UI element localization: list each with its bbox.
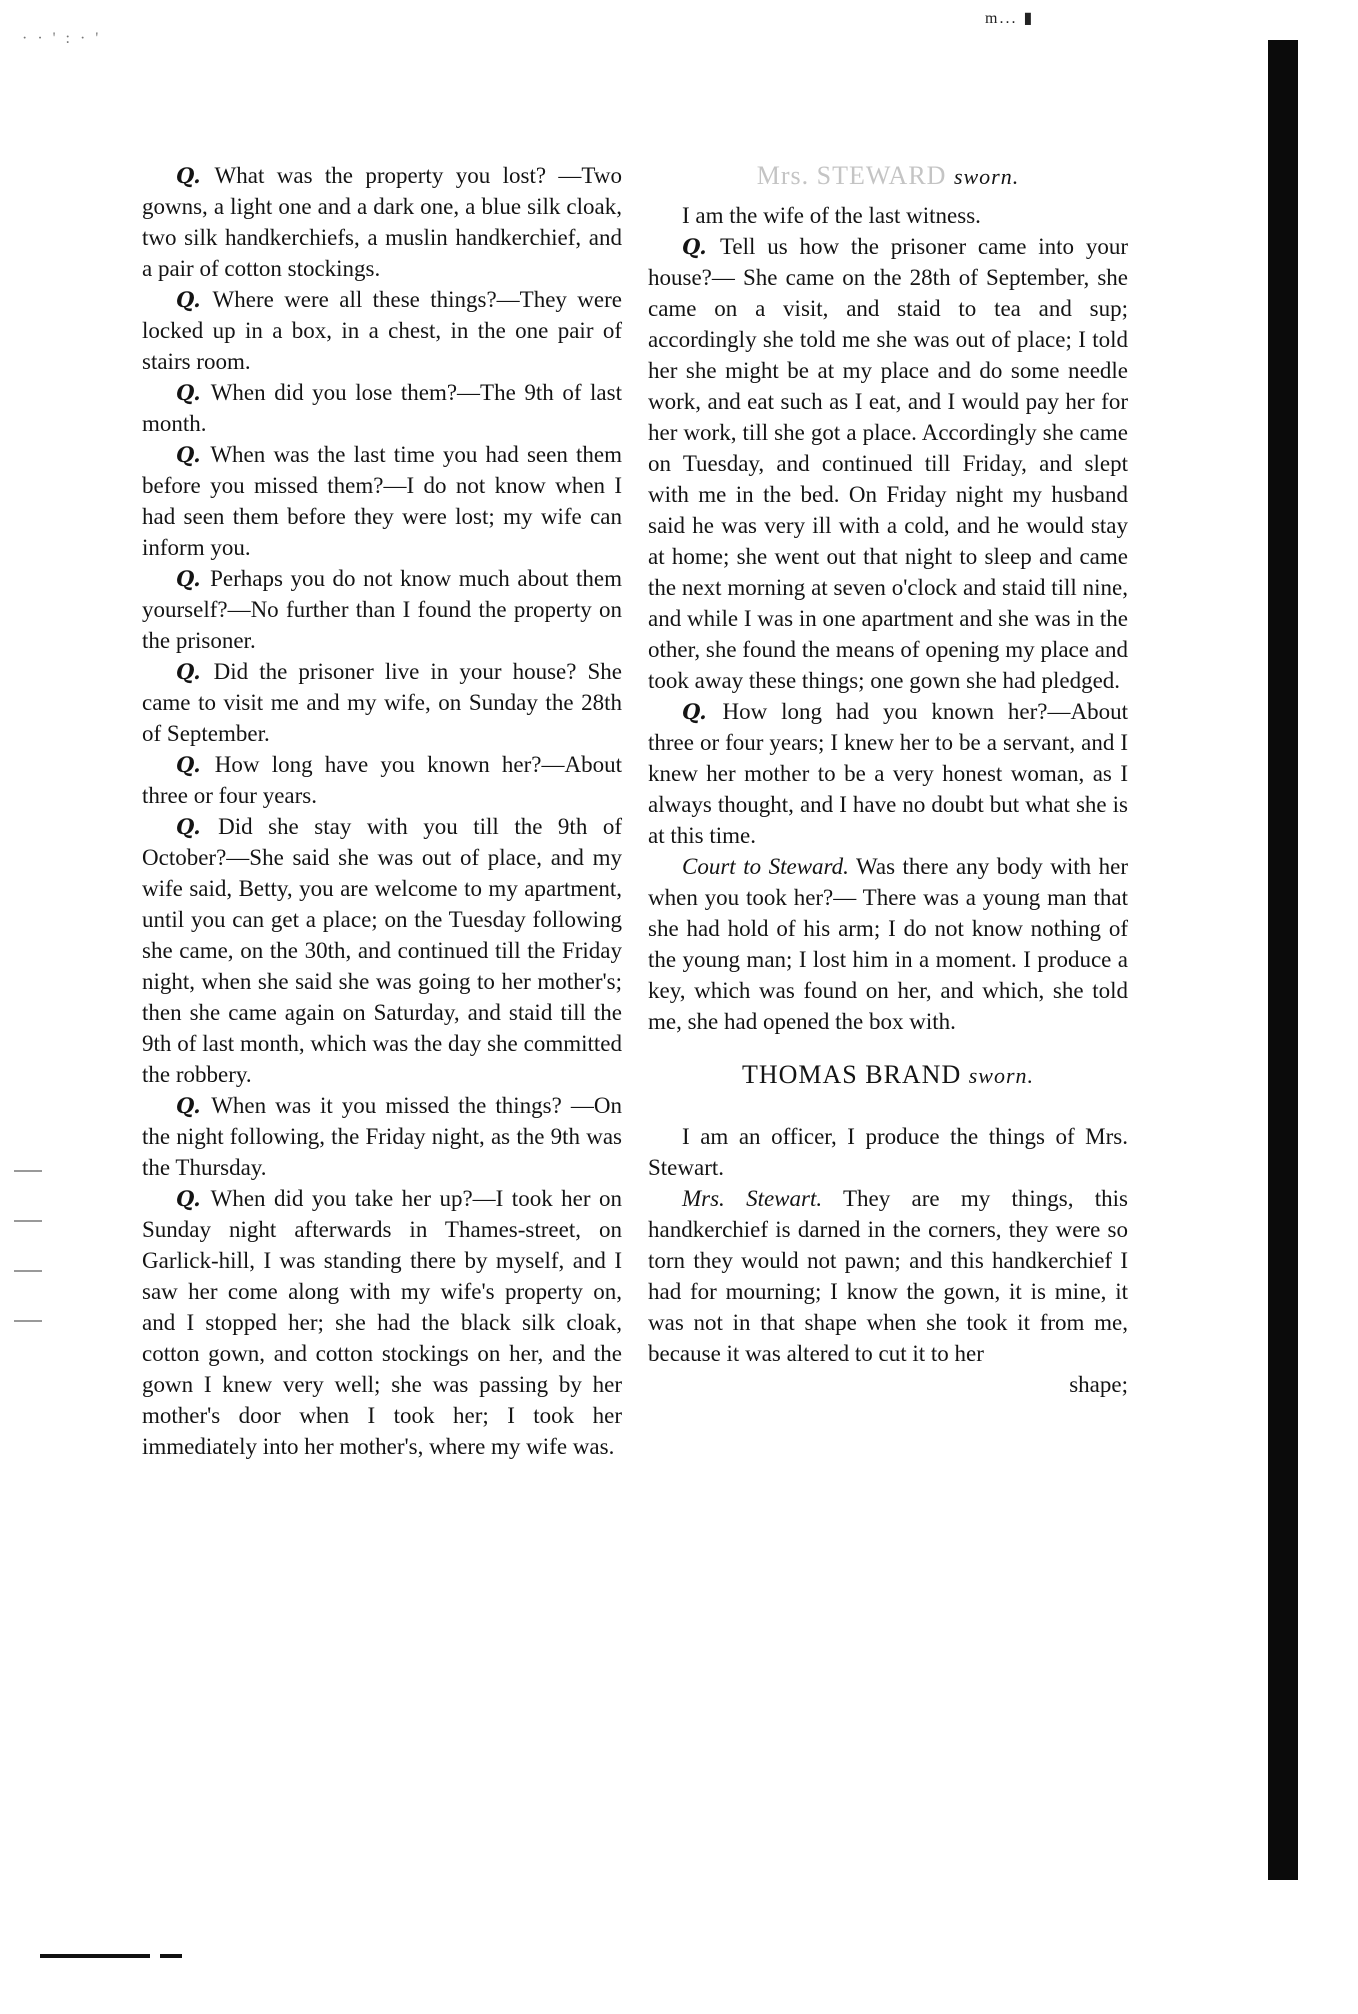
q-mark: Q. bbox=[682, 699, 707, 724]
question-paragraph bbox=[142, 1183, 622, 1462]
q-mark: Q. bbox=[176, 659, 201, 684]
page-marker: m... ▮ bbox=[985, 10, 1035, 27]
q-mark: Q. bbox=[176, 566, 201, 591]
speaker-paragraph bbox=[648, 1183, 1128, 1369]
q-mark: Q. bbox=[682, 234, 707, 259]
spacer bbox=[648, 1099, 1128, 1121]
paragraph-text: Where were all these things?—They were locked up in a box, in a chest, in the one pair of stairs room. bbox=[142, 287, 622, 374]
catchword: shape; bbox=[1069, 1372, 1128, 1397]
testimony-intro: I am the wife of the last witness. bbox=[682, 203, 981, 228]
question-paragraph bbox=[142, 811, 622, 1090]
question-paragraph bbox=[142, 377, 622, 439]
left-column bbox=[142, 160, 622, 1462]
footer-rule-short bbox=[160, 1954, 182, 1958]
sworn-label: sworn. bbox=[953, 164, 1020, 189]
q-mark: Q. bbox=[176, 287, 201, 312]
footer-rule bbox=[40, 1954, 150, 1958]
paragraph-text: They are my things, this handkerchief is darned in the corners, they were so torn they would not pawn; and this handkerchief I had for mourning; I know the gown, it is mine, it was not in that shape when she took it from me, because it was altered to cut it to her bbox=[648, 1186, 1129, 1366]
question-paragraph bbox=[142, 439, 622, 563]
paragraph-text: How long have you known her?—About three or four years. bbox=[142, 752, 622, 808]
paragraph-text: When did you lose them?—The 9th of last month. bbox=[142, 380, 622, 436]
paragraph-text: Did she stay with you till the 9th of October?—She said she was out of place, and my wife said, Betty, you are welcome to my apartment, until you can get a place; on the Tuesday following she came, on the 30th, and continued till the Friday night, when she said she was going to her mother's; then she came again on Saturday, and staid till the 9th of last month, which was the day she committed the robbery. bbox=[142, 814, 622, 1087]
witness-name: THOMAS BRAND bbox=[741, 1060, 962, 1089]
paragraph-text: When was the last time you had seen them before you missed them?—I do not know when I had seen them before they were lost; my wife can inform you. bbox=[142, 442, 622, 560]
witness-name: Mrs. STEWARD bbox=[756, 161, 947, 190]
question-paragraph bbox=[142, 1090, 622, 1183]
speaker-label: Mrs. Stewart. bbox=[682, 1186, 823, 1211]
question-paragraph bbox=[142, 284, 622, 377]
paragraph-text: What was the property you lost? —Two gowns, a light one and a dark one, a blue silk cloak, two silk handkerchiefs, a muslin handkerchief, and a pair of cotton stockings. bbox=[142, 163, 622, 281]
question-paragraph bbox=[648, 696, 1128, 851]
paragraph-text: When was it you missed the things? —On the night following, the Friday night, as the 9th was the Thursday. bbox=[142, 1093, 622, 1180]
q-mark: Q. bbox=[176, 1093, 201, 1118]
court-paragraph bbox=[648, 851, 1128, 1037]
question-paragraph bbox=[648, 231, 1128, 696]
testimony-paragraph: I am an officer, I produce the things of Mrs. Stewart. bbox=[648, 1124, 1128, 1180]
q-mark: Q. bbox=[176, 752, 201, 777]
spacer bbox=[648, 1037, 1128, 1059]
right-column bbox=[648, 160, 1128, 1400]
q-mark: Q. bbox=[176, 1186, 201, 1211]
paragraph-text: Did the prisoner live in your house? She came to visit me and my wife, on Sunday the 28th of September. bbox=[142, 659, 623, 746]
speaker-label: Court to Steward. bbox=[682, 854, 849, 879]
q-mark: Q. bbox=[176, 442, 201, 467]
question-paragraph bbox=[142, 563, 622, 656]
question-paragraph bbox=[142, 160, 622, 284]
witness-heading bbox=[648, 1059, 1128, 1091]
witness-heading bbox=[648, 160, 1128, 192]
sworn-label: sworn. bbox=[968, 1063, 1035, 1088]
q-mark: Q. bbox=[176, 380, 201, 405]
paragraph-text: Was there any body with her when you took her?— There was a young man that she had hold of his arm; I do not know nothing of the young man; I lost him in a moment. I produce a key, which was found on her, and which, she told me, she had opened the box with. bbox=[648, 854, 1129, 1034]
paragraph-text: Perhaps you do not know much about them yourself?—No further than I found the property on the prisoner. bbox=[142, 566, 622, 653]
margin-marks bbox=[14, 1170, 54, 1370]
paragraph-text: When did you take her up?—I took her on Sunday night afterwards in Thames-street, on Garlick-hill, I was standing there by myself, and I saw her come along with my wife's property on, and I stopped her; she had the black silk cloak, cotton gown, and cotton stockings on her, and the gown I knew very well; she was passing by her mother's door when I took her; I took her immediately into her mother's, where my wife was. bbox=[142, 1186, 622, 1459]
q-mark: Q. bbox=[176, 163, 201, 188]
question-paragraph bbox=[142, 656, 622, 749]
q-mark: Q. bbox=[176, 814, 201, 839]
page-edge-shadow bbox=[1268, 40, 1298, 1880]
corner-speckle: · · ' : · ' bbox=[22, 30, 102, 47]
paragraph-text: How long had you known her?—About three or four years; I knew her to be a servant, and I knew her mother to be a very honest woman, as I always thought, and I have no doubt but what she is at this time. bbox=[648, 699, 1128, 848]
paragraph-text: Tell us how the prisoner came into your house?— She came on the 28th of September, she came on a visit, and staid to tea and sup; accordingly she told me she was out of place; I told her she might be at my place and do some needle work, and eat such as I eat, and I would pay her for her work, till she got a place. Accordingly she came on Tuesday, and continued till Friday, and slept with me in the bed. On Friday night my husband said he was very ill with a cold, and he would stay at home; she went out that night to sleep and came the next morning at seven o'clock and staid till nine, and while I was in one apartment and she was in the other, she found the means of opening my place and took away these things; one gown she had pledged. bbox=[648, 234, 1128, 693]
question-paragraph bbox=[142, 749, 622, 811]
